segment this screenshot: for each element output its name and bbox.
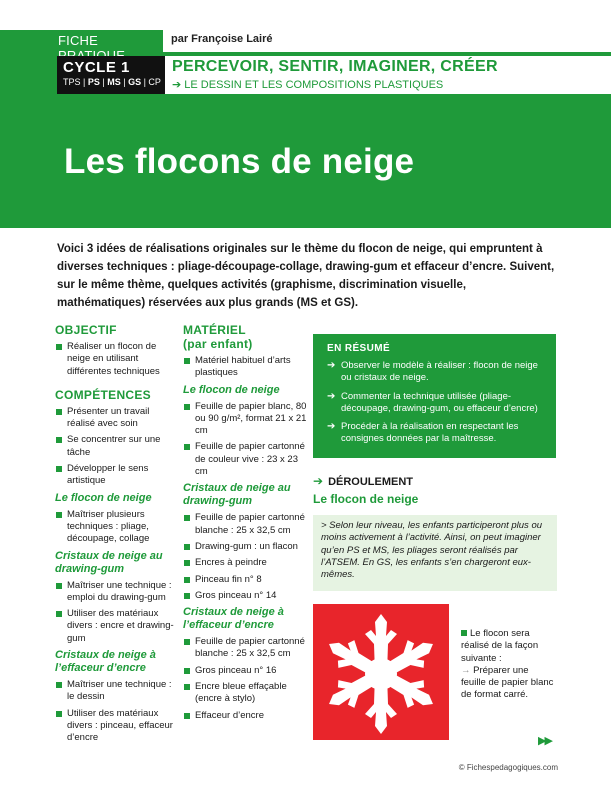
next-page-icon: ▶▶ [538, 735, 551, 747]
level-tps: TPS [63, 77, 81, 87]
materiel-item: Encre bleue effaçable (encre à stylo) [183, 681, 308, 706]
materiel-item: Gros pinceau n° 14 [183, 590, 308, 602]
competence-item: Utiliser des matériaux divers : pinceau, effaceur d’encre [55, 708, 175, 745]
teacher-note: > Selon leur niveau, les enfants participeront plus ou moins activement à l’activité. Ainsi, on peut imaginer qu’en PS et MS, les pliages seront réalisés par l’ATSEM. En GS, les enfants s’en chargeront eux-mêmes. [313, 515, 557, 591]
competence-item: Se concentrer sur une tâche [55, 434, 175, 459]
objectif-heading: OBJECTIF [55, 323, 117, 337]
deroulement-heading: ➔ DÉROULEMENT [313, 474, 414, 488]
caption-main: Le flocon sera réalisé de la façon suivante : [461, 628, 539, 664]
materiel-item: Encres à peindre [183, 557, 308, 569]
materiel-item: Effaceur d’encre [183, 710, 308, 722]
arrow-right-icon: ➔ [313, 474, 324, 488]
deroulement-subheading: Le flocon de neige [313, 492, 419, 506]
materiel-item: Feuille de papier cartonné de couleur vive : 23 x 23 cm [183, 441, 308, 478]
bullet-icon [461, 630, 467, 636]
arrow-right-icon: ➔ [172, 79, 185, 91]
page-title: Les flocons de neige [64, 142, 415, 181]
materiel-group-title: Cristaux de neige à l’effaceur d’encre [183, 606, 284, 632]
summary-item: ➔ Procéder à la réalisation en respectant les consignes données par la maîtresse. [327, 421, 519, 445]
summary-item: ➔ Observer le modèle à réaliser : flocon de neige ou cristaux de neige. [327, 360, 538, 384]
footer-copyright: © Fichespedagogiques.com [458, 763, 558, 772]
levels: TPS | PS | MS | GS | CP [63, 77, 161, 87]
materiel-subheading: (par enfant) [183, 337, 253, 351]
materiel-item: Feuille de papier cartonné blanche : 25 x 32,5 cm [183, 636, 308, 661]
materiel-item: Feuille de papier cartonné blanche : 25 x 32,5 cm [183, 512, 308, 537]
arrow-right-icon: → [461, 664, 474, 676]
competence-group-title: Cristaux de neige au drawing-gum [55, 549, 163, 575]
level-ps: PS [87, 77, 100, 87]
intro-paragraph: Voici 3 idées de réalisations originales sur le thème du flocon de neige, qui empruntent à diverses techniques : pliage-découpage-collage, drawing-gum et effaceur d’encre. Suivent, sur le même thème, quelques activités (graphisme, discrimination visuelle, mathématiques) réservées aux plus grands (MS et GS). [57, 243, 555, 309]
author: par Françoise Lairé [163, 30, 611, 52]
materiel-item: Drawing-gum : un flacon [183, 541, 308, 553]
snowflake-icon [313, 604, 449, 740]
summary-item: ➔ Commenter la technique utilisée (pliage-découpage, drawing-gum, ou effaceur d’encre) [327, 390, 538, 414]
competences-heading: COMPÉTENCES [55, 387, 151, 402]
domain-title: PERCEVOIR, SENTIR, IMAGINER, CRÉER [172, 58, 498, 75]
materiel-item: Pinceau fin n° 8 [183, 574, 308, 586]
competence-item: Utiliser des matériaux divers : encre et drawing-gum [55, 608, 175, 645]
cycle-box [57, 56, 165, 94]
column-objectifs [55, 323, 175, 745]
level-ms: MS [107, 77, 121, 87]
fiche-label: FICHE [0, 30, 163, 52]
level-cp: CP [148, 77, 161, 87]
competence-item: Maîtriser une technique : le dessin [55, 679, 175, 704]
materiel-group-title: Cristaux de neige au drawing-gum [183, 482, 291, 508]
materiel-item: Feuille de papier blanc, 80 ou 90 g/m², format 21 x 21 cm [183, 401, 308, 438]
column-materiel [183, 323, 308, 722]
summary-box [313, 334, 556, 458]
competence-group-title: Le flocon de neige [55, 491, 152, 504]
cycle-title: CYCLE 1 [63, 59, 130, 76]
arrow-right-icon: ➔ [327, 421, 336, 433]
competence-item: Développer le sens artistique [55, 463, 175, 488]
competence-item: Présenter un travail réalisé avec soin [55, 406, 175, 431]
materiel-item: Matériel habituel d’arts plastiques [183, 355, 308, 380]
top-margin [0, 0, 611, 30]
arrow-right-icon: ➔ [327, 390, 336, 402]
level-gs: GS [128, 77, 142, 87]
materiel-group-title: Le flocon de neige [183, 383, 280, 396]
photo-caption [461, 628, 556, 702]
summary-heading: EN RÉSUMÉ [327, 343, 391, 354]
caption-step: → Préparer une feuille de papier blanc de format carré. [461, 664, 554, 701]
objectif-item: Réaliser un flocon de neige en utilisant différentes techniques [55, 341, 175, 378]
materiel-heading: MATÉRIEL [183, 323, 246, 337]
domain-subtitle: ➔ LE DESSIN ET LES COMPOSITIONS PLASTIQUES [172, 79, 444, 91]
snowflake-photo [313, 604, 449, 740]
materiel-item: Gros pinceau n° 16 [183, 665, 308, 677]
competence-item: Maîtriser une technique : emploi du drawing-gum [55, 580, 175, 605]
competence-item: Maîtriser plusieurs techniques : pliage, découpage, collage [55, 509, 175, 546]
arrow-right-icon: ➔ [327, 360, 336, 371]
competence-group-title: Cristaux de neige à l’effaceur d’encre [55, 649, 156, 675]
